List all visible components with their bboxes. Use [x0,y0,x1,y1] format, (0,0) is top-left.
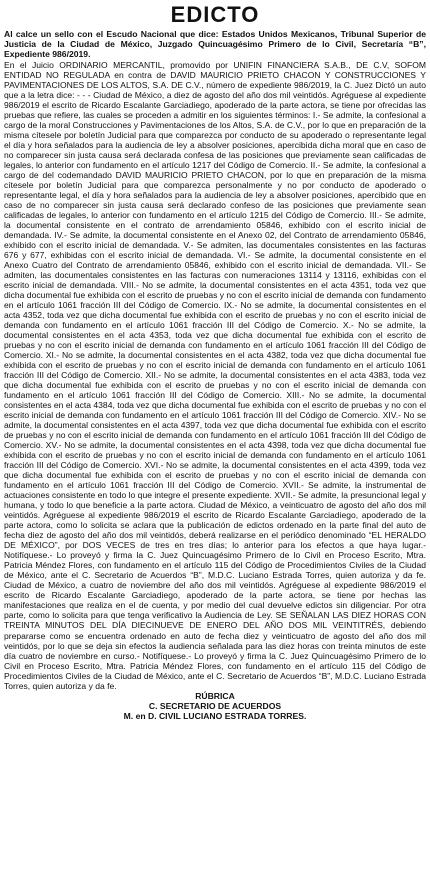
seal-header-text: Al calce un sello con el Escudo Nacional que dice: Estados Unidos Mexicanos, Tribunal Superior de Justicia de la Ciudad de México, Juzgado Quincuagésimo Primero de lo Civil, Secretaría “B”, Expediente 986/2019. [4,29,426,60]
signature-title: C. SECRETARIO DE ACUERDOS [148,700,282,711]
signature-block [4,691,426,722]
signature-name: M. en D. CIVIL LUCIANO ESTRADA TORRES. [123,711,307,721]
edicto-title: EDICTO [170,2,260,27]
edicto-body-text: En el Juicio ORDINARIO MERCANTIL, promovido por UNIFIN FINANCIERA S.A.B., DE C.V, SOFOM ENTIDAD NO REGULADA en contra de DAVID MAURICIO PRIETO CHACON Y CONSTRUCCIONES Y PAVIMENTACIONES DE LOS ALTOS, S.A. DE C.V., número de expediente 986/2019, la C. Juez Dictó un auto que a la letra dice: - - - Ciudad de México, a diez de agosto del año dos mil veintidós. Agréguese al expediente 986/2019 el escrito de Ricardo Escalante Garciadiego, apoderado de la parte actora, se tiene por ofrecidas las pruebas que refiere, las cuales se proceden a admitir en los siguientes términos: I.- Se admite, la confesional a cargo de la moral Construcciones y Pavimentaciones de los Altos, S.A. de C.V., por lo que en preparación de la misma cítesele por boletín Judicial para que comparezca por conducto de su apoderado o representante legal el día y hora señalados para la audiencia de ley a absolver posiciones, apercibida dicha moral que en caso de no comparecer sin justa causa será declarada confesa de las posiciones que previamente sean calificadas de legales, lo anterior con fundamento en el artículo 1217 del Código de Comercio. II.- Se admite, la confesional a cargo de del codemandado DAVID MAURICIO PRIETO CHACON, por lo que en preparación de la misma cítesele por boletín Judicial para que comparezca personalmente y no por conducto de apoderado o representante legal, el día y hora señalados para la audiencia de ley a absolver posiciones, apercibido que en caso de no comparecer sin justa causa será declarado confeso de las posiciones que previamente sean calificadas de legales, lo anterior con fundamento en el artículo 1215 del Código de Comercio. III.- Se admite, la documental consistente en el contrato de arrendamiento 05846, exhibido con el escrito inicial de demandada. IV.- Se admite, la documental consistente en el Anexo 02, del Contrato de arrendamiento 05846, exhibido con el escrito inicial de demandada. V.- Se admiten, las documentales consistentes en las facturas 676 y 677, exhibidas con el escrito inicial de demandada. VI.- Se admite, la documental consistente en el Anexo Cuatro del Contrato de arrendamiento 05846, exhibido con el escrito inicial de demandada. VII.- Se admiten, las documentales consistentes en las facturas con numeraciones 13114 y 13116, exhibidas con el escrito inicial de demandada. VIII.- No se admite, la documental consistentes en el acta 4351, toda vez que dicha documental fue exhibida con el escrito de pruebas y no con el escrito inicial de demanda con fundamento en el artículo 1061 fracción III del Código de Comercio. IX.- No se admite, la documental consistentes en el acta 4352, toda vez que dicha documental fue exhibida con el escrito de pruebas y no con el escrito inicial de demanda con fundamento en el artículo 1061 fracción III del Código de Comercio. X.- No se admite, la documental consistentes en el acta 4353, toda vez que dicha documental fue exhibida con el escrito de pruebas y no con el escrito inicial de demanda con fundamento en el artículo 1061 fracción III del Código de Comercio. XI.- No se admite, la documental consistentes en el acta 4382, toda vez que dicha documental fue exhibida con el escrito de pruebas y no con el escrito inicial de demanda con fundamento en el artículo 1061 fracción III del Código de Comercio. XII.- No se admite, la documental consistentes en el acta 4383, toda vez que dicha documental fue exhibida con el escrito de pruebas y no con el escrito inicial de demanda con fundamento en el artículo 1061 fracción III del Código de Comercio. XIII.- No se admite, la documental consistentes en el acta 4384, toda vez que dicha documental fue exhibida con el escrito de pruebas y no con el escrito inicial de demanda con fundamento en el artículo 1061 fracción III del Código de Comercio. XIV.- No se admite, la documental consistentes en el acta 4397, toda vez que dicha documental fue exhibida con el escrito de pruebas y no con el escrito inicial de demanda con fundamento en el artículo 1061 fracción III del Código de Comercio. XV.- No se admite, la documental consistentes en el acta 4398, toda vez que dicha documental fue exhibida con el escrito de pruebas y no con el escrito inicial de demanda con fundamento en el artículo 1061 fracción III del Código de Comercio. XVI.- No se admite, la documental consistentes en el acta 4399, toda vez que dicha documental fue exhibida con el escrito de pruebas y no con el escrito inicial de demanda con fundamento en el artículo 1061 fracción III del Código de Comercio. XVII.- Se admite, la instrumental de actuaciones consistente en todo lo que integre el presente expediente. XVII.- Se admite, la presuncional legal y humana, y todo lo que beneficie a la parte actora. Ciudad de México, a veinticuatro de agosto del año dos mil veintidós. Agréguese al expediente 986/2019 el escrito de Ricardo Escalante Garciadiego, apoderado de la parte actora, como lo solicita se aclara que la publicación de edictos ordenado en la parte final del auto de fecha diez de agosto del año dos mil veintidós, deberá realizarse en el periódico denominado “EL HERALDO DE MÉXICO”, por DOS VECES de tres en tres días; lo anterior para los efectos a que haya lugar.- Notifíquese.- Lo proveyó y firma la C. Juez Quincuagésimo Primero de lo Civil en Proceso Escrito, Mtra. Patricia Méndez Flores, con fundamento en el artículo 115 del Código de Procedimientos Civiles de la Ciudad de México, ante el C. Secretario de Acuerdos “B”, M.D.C. Luciano Estrada Torres, quien autoriza y da fe. Ciudad de México, a cuatro de noviembre del año dos mil veintidós. Agréguese al expediente 986/2019 el escrito de Ricardo Escalante Garciadiego, apoderado de la parte actora, se tiene por hechas las manifestaciones que realiza en el de cuenta, y por medio del cual devuelve edictos sin diligenciar. Por otra parte, como lo solicita para que tenga verificativo la Audiencia de Ley. SE SEÑALAN LAS DIEZ HORAS CON TREINTA MINUTOS DEL DÍA DIECINUEVE DE ENERO DEL AÑO DOS MIL VEINTITRÉS, debiendo prepararse como se encuentra ordenado en auto de fecha diez y veinticuatro de agosto del año dos mil veintidós, por lo que se deja sin efectos la audiencia señalada para las diez horas con treinta minutos de este día cuatro de noviembre en curso.- Notifíquese.- Lo proveyó y firma la C. Juez Quincuagésimo Primero de lo Civil en Proceso Escrito, Mtra. Patricia Méndez Flores, con fundamento en el artículo 115 del Código de Procedimientos Civiles de la Ciudad de México, ante el C. Secretario de Acuerdos “B”, M.D.C. Luciano Estrada Torres, quien autoriza y da fe. [4,59,426,691]
signature-rubrica: RÚBRICA [195,690,235,701]
